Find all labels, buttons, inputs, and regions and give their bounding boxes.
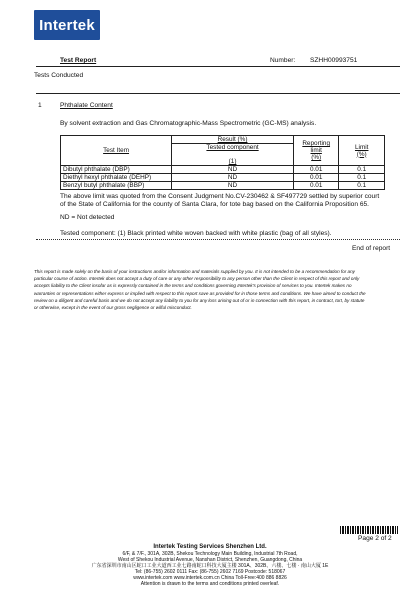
cell-item: Dibutyl phthalate (DBP) (61, 166, 172, 174)
col-test-item: Test Item (61, 136, 172, 166)
dotted-divider (36, 239, 400, 240)
table-row (61, 166, 385, 174)
cell-result: ND (172, 182, 294, 190)
limit-note-line2: of the State of California for the county of Santa Clara, for tote bag based on the California Proposition 65. (60, 201, 369, 208)
footer-address-2: West of Shekou Industrial Avenue, Nanshan District, Shenzhen, Guangdong, China (117, 557, 303, 563)
method-text: By solvent extraction and Gas Chromatographic-Mass Spectrometric (GC-MS) analysis. (60, 120, 317, 127)
disclaimer-line: accepts liability to the Client insofar as is expressly contained in the terms and conditions governing Intertek's provision of services to you. Intertek makes no (34, 283, 352, 289)
section-rule (36, 93, 400, 94)
report-number: SZHH00993751 (310, 57, 358, 64)
cell-limit: 0.1 (339, 166, 385, 174)
section-heading: Tests Conducted (34, 72, 84, 79)
item-index: 1 (38, 102, 42, 109)
footer-contact: Tel: (86-755) 2602 0111 Fax: (86-755) 2602 7169 Postcode: 518067 (134, 569, 286, 575)
col-limit: Limit (%) (339, 136, 385, 166)
cell-limit: 0.1 (339, 182, 385, 190)
cell-limit: 0.1 (339, 174, 385, 182)
table-row (61, 174, 385, 182)
disclaimer-line: or otherwise, except in the event of our gross negligence or wilful misconduct. (34, 305, 192, 311)
cell-reporting-limit: 0.01 (293, 166, 339, 174)
cell-result: ND (172, 166, 294, 174)
cell-reporting-limit: 0.01 (293, 174, 339, 182)
tested-component-note: Tested component: (1) Black printed white woven backed with white plastic (bag of all styles). (60, 230, 332, 237)
end-of-report: End of report (352, 245, 391, 252)
cell-item: Benzyl butyl phthalate (BBP) (61, 182, 172, 190)
item-heading: Phthalate Content (60, 102, 113, 109)
cell-result: ND (172, 174, 294, 182)
footer-address-cn: 广东省深圳市南山区蛇口工业大道西工业七路南蛇口科技大厦主楼 301A、302B、六楼、七楼 · 南山大厦 1E (91, 563, 329, 569)
intertek-logo: Intertek (34, 10, 100, 40)
limit-note-line1: The above limit was quoted from the Consent Judgment No.CV-230462 & SF497729 settled by superior court (60, 193, 380, 200)
disclaimer-line: This report is made solely on the basis of your instructions and/or information and materials supplied by you. It is not intended to be a recommendation for any (34, 269, 355, 274)
cell-reporting-limit: 0.01 (293, 182, 339, 190)
footer-company: Intertek Testing Services Shenzhen Ltd. (153, 544, 267, 550)
page-number: Page 2 of 2 (358, 535, 392, 542)
footer-address-1: 6/F, & 7/F., 301A, 302B, Shekou Technology Main Building, Industrial 7th Road, (122, 551, 298, 557)
disclaimer-line: review on a diligent and careful basis and we do not accept any liability to you for any loss arising out of or in connection with this report, in contract, tort, by statute (34, 297, 365, 303)
col-result: Result (%) (172, 136, 294, 144)
col-reporting-limit: Reporting limit (%) (293, 136, 339, 166)
header-rule (36, 66, 400, 67)
disclaimer-line: warranties or representations either express or implied with respect to this report save as provided for in those terms and conditions. We have aimed to conduct the (34, 290, 366, 296)
table-row (61, 182, 385, 190)
results-table (60, 135, 385, 190)
disclaimer (34, 268, 396, 311)
nd-note: ND = Not detected (60, 214, 115, 221)
footer-attention: Attention is drawn to the terms and conditions printed overleaf. (140, 581, 280, 587)
col-tested-component: Tested component (1) (172, 144, 294, 166)
table-header-row (61, 136, 385, 144)
footer-web: www.intertek.com www.intertek.com.cn China Toll-Free:400 886 8826 (133, 575, 287, 581)
report-title: Test Report (60, 57, 97, 64)
barcode (340, 526, 398, 534)
disclaimer-line: particular course of action. Intertek does not accept a duty of care or any other responsibility to any person other than the Client in respect of this report and only (34, 276, 360, 282)
number-label: Number: (270, 57, 296, 64)
cell-item: Diethyl hexyl phthalate (DEHP) (61, 174, 172, 182)
